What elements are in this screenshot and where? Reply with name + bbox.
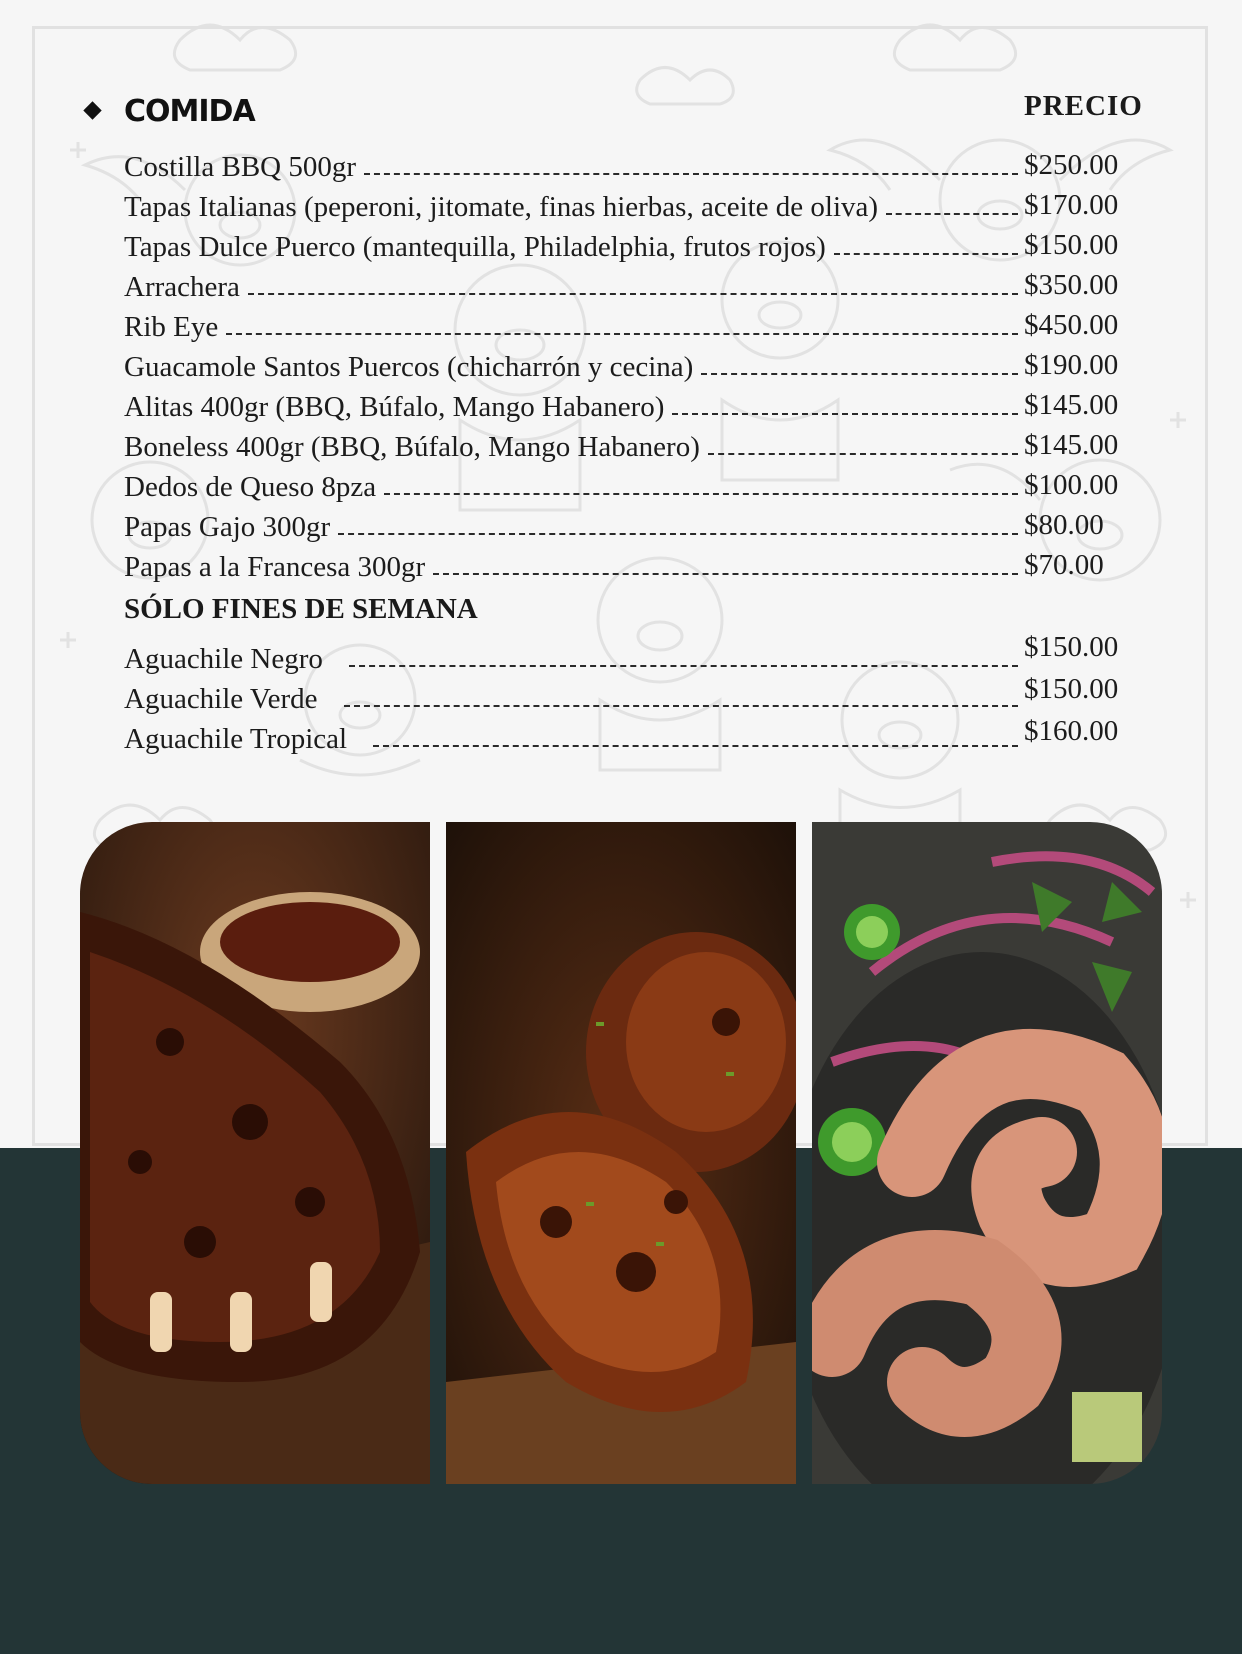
menu-item xyxy=(124,636,1024,676)
menu-item xyxy=(124,464,1024,504)
item-price: $150.00 xyxy=(1024,673,1119,705)
dot-leader xyxy=(349,665,1018,667)
shrimp-photo xyxy=(812,822,1162,1484)
wings-photo xyxy=(446,822,796,1484)
item-name: Costilla BBQ 500gr xyxy=(124,151,357,183)
item-price: $80.00 xyxy=(1024,509,1104,541)
menu-item xyxy=(124,344,1024,384)
item-price: $250.00 xyxy=(1024,149,1119,181)
item-name: Papas Gajo 300gr xyxy=(124,511,331,543)
dot-leader xyxy=(384,493,1018,495)
item-price: $145.00 xyxy=(1024,389,1119,421)
item-name: Rib Eye xyxy=(124,311,219,343)
menu-item xyxy=(124,264,1024,304)
dot-leader xyxy=(344,705,1018,707)
item-price: $150.00 xyxy=(1024,631,1119,663)
menu-item xyxy=(124,144,1024,184)
dot-leader xyxy=(708,453,1018,455)
item-name: Aguachile Negro xyxy=(124,643,323,675)
item-name: Alitas 400gr (BBQ, Búfalo, Mango Habanero) xyxy=(124,391,665,423)
dot-leader xyxy=(226,333,1018,335)
item-price: $150.00 xyxy=(1024,229,1119,261)
item-name: Tapas Italianas (peperoni, jitomate, finas hierbas, aceite de oliva) xyxy=(124,191,879,223)
menu-item xyxy=(124,676,1024,716)
item-price: $70.00 xyxy=(1024,549,1104,581)
section-heading: COMIDA xyxy=(124,94,255,129)
dot-leader xyxy=(672,413,1018,415)
dot-leader xyxy=(433,573,1018,575)
menu-item xyxy=(124,424,1024,464)
item-name: Guacamole Santos Puercos (chicharrón y cecina) xyxy=(124,351,694,383)
menu-item xyxy=(124,716,1024,756)
dot-leader xyxy=(373,745,1018,747)
item-name: Aguachile Tropical xyxy=(124,723,348,755)
item-price: $190.00 xyxy=(1024,349,1119,381)
dot-leader xyxy=(886,213,1018,215)
dot-leader xyxy=(701,373,1018,375)
menu-item xyxy=(124,544,1024,584)
menu-item xyxy=(124,384,1024,424)
price-column-heading: PRECIO xyxy=(1024,90,1143,122)
item-name: Aguachile Verde xyxy=(124,683,318,715)
item-name: Tapas Dulce Puerco (mantequilla, Philadelphia, frutos rojos) xyxy=(124,231,826,263)
item-name: Boneless 400gr (BBQ, Búfalo, Mango Habanero) xyxy=(124,431,700,463)
item-price: $145.00 xyxy=(1024,429,1119,461)
item-price: $170.00 xyxy=(1024,189,1119,221)
dot-leader xyxy=(834,253,1018,255)
dot-leader xyxy=(248,293,1018,295)
item-price: $350.00 xyxy=(1024,269,1119,301)
ribs-photo xyxy=(80,822,430,1484)
item-name: Papas a la Francesa 300gr xyxy=(124,551,426,583)
item-price: $100.00 xyxy=(1024,469,1119,501)
dot-leader xyxy=(338,533,1018,535)
dot-leader xyxy=(364,173,1018,175)
item-name: Dedos de Queso 8pza xyxy=(124,471,377,503)
menu-item xyxy=(124,304,1024,344)
menu-item xyxy=(124,224,1024,264)
menu-item xyxy=(124,504,1024,544)
menu-item xyxy=(124,184,1024,224)
item-price: $450.00 xyxy=(1024,309,1119,341)
item-name: Arrachera xyxy=(124,271,240,303)
item-price: $160.00 xyxy=(1024,715,1119,747)
weekend-heading: SÓLO FINES DE SEMANA xyxy=(124,593,478,625)
